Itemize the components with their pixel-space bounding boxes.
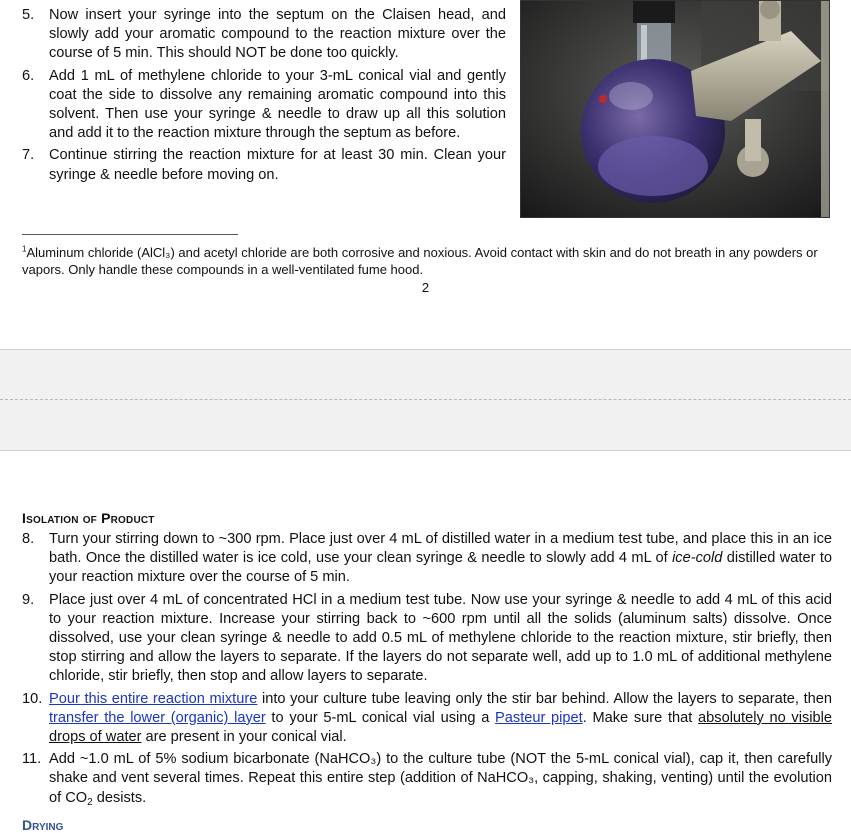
step-11: 11. Add ~1.0 mL of 5% sodium bicarbonate (NaHCO₃) to the culture tube (NOT the 5-mL conical vial), cap it, then carefully shake and vent several times. Repeat this entire step (addition of NaHCO₃, capping, shaking, venting) until the evolution of $CO_2$ desists. <box>22 751 832 808</box>
procedure-steps-bottom <box>22 530 832 811</box>
step-7: 7. Continue stirring the reaction mixture for at least 30 min. Clean your syringe & needle before moving on. <box>22 147 506 183</box>
page-3 <box>0 451 851 833</box>
page-break-dashed-line <box>0 399 851 400</box>
page-break <box>0 349 851 451</box>
step-8: 8. Turn your stirring down to ~300 rpm. Place just over 4 mL of distilled water in a medium test tube, and place this in an ice bath. Once the distilled water is ice cold, use your clean syringe & needle to slowly add 4 mL of ice-cold distilled water to your reaction mixture over the course of 5 min. <box>22 531 832 586</box>
next-section-heading: Drying <box>22 817 64 833</box>
step-9: 9. Place just over 4 mL of concentrated HCl in a medium test tube. Now use your syringe & needle to add 4 mL of this acid to your reaction mixture. Increase your stirring back to ~600 rpm until all the solids (aluminum salts) dissolve. Once dissolved, use your clean syringe & needle to add 0.5 mL of methylene chloride to the reaction mixture, stir briefly, then stop stirring and allow the layers to separate. If the layers do not separate well, add up to 1.0 mL of additional methylene chloride, stir briefly, then stop and allow layers to separate. <box>22 591 832 685</box>
footnote: $^1$Aluminum chloride (AlCl₃) and acetyl chloride are both corrosive and noxious. Avoid contact with skin and do not breath in any powders or vapors. Only handle these compounds in a well-ventilated fume hood. <box>22 244 818 277</box>
page-number: 2 <box>421 280 430 295</box>
section-heading: Isolation of Product <box>22 510 155 526</box>
footnote-separator <box>22 234 238 235</box>
transfer-organic-layer-link[interactable]: transfer the lower (organic) layer <box>49 709 266 726</box>
step-5: 5. Now insert your syringe into the septum on the Claisen head, and slowly add your aromatic compound to the reaction mixture over the course of 5 min. This should NOT be done too quickly. <box>22 7 506 62</box>
step-6: 6. Add 1 mL of methylene chloride to your 3-mL conical vial and gently coat the side to dissolve any remaining aromatic compound into this solvent. Then use your syringe & needle to draw up all this solution and add it to the reaction mixture through the septum as before. <box>22 67 506 142</box>
pour-mixture-link[interactable]: Pour this entire reaction mixture <box>49 690 258 707</box>
step-10: 10. Pour this entire reaction mixture into your culture tube leaving only the stir bar behind. Allow the layers to separate, then transfer the lower (organic) layer to your 5-mL conical vial using a Pasteur pipet. Make sure that absolutely no visible drops of water are present in your conical vial. <box>22 690 833 746</box>
pasteur-pipet-link[interactable]: Pasteur pipet <box>495 709 583 726</box>
page-2 <box>0 0 851 349</box>
reaction-flask-photo <box>520 0 830 218</box>
procedure-steps-top <box>22 6 506 188</box>
flask-clamp-illustration <box>521 1 830 218</box>
